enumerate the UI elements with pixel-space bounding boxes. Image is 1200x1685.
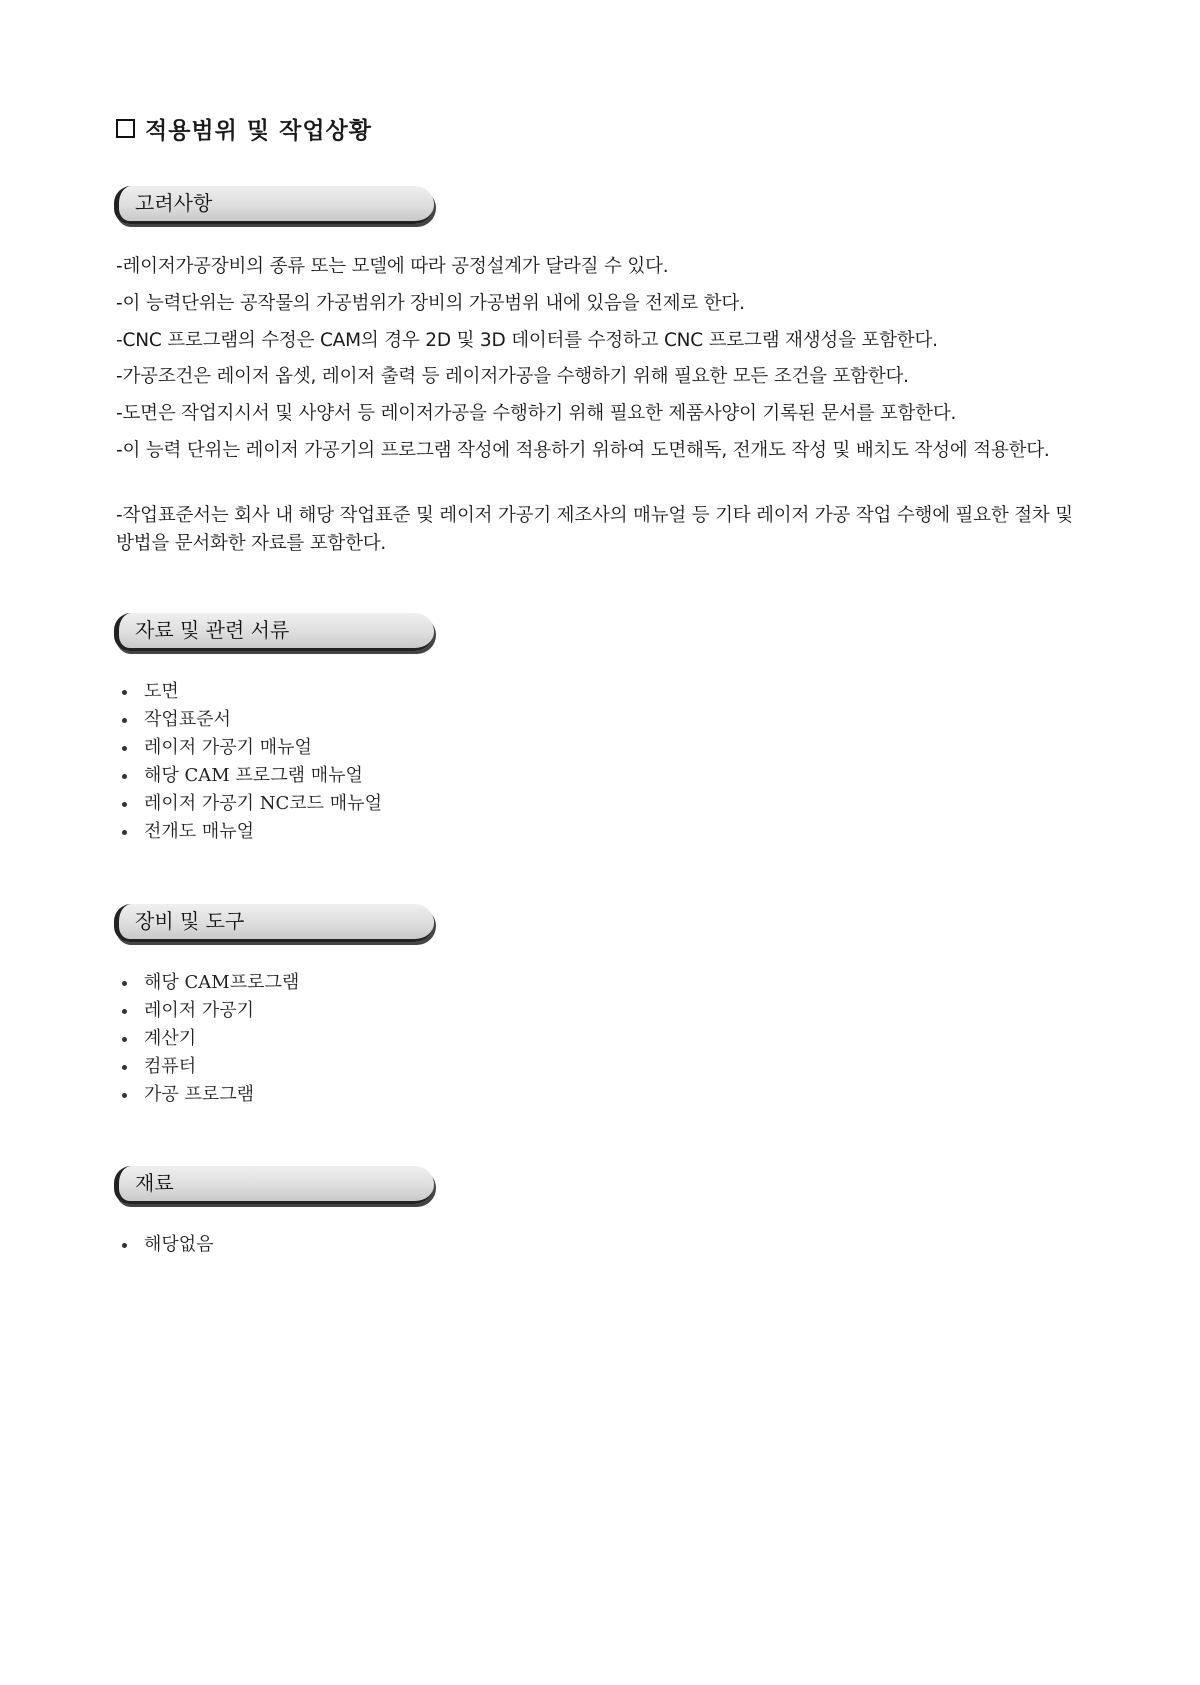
list-item: 레이저 가공기 NC코드 매뉴얼 [120,790,382,818]
consideration-paragraph: -CNC 프로그램의 수정은 CAM의 경우 2D 및 3D 데이터를 수정하고 CNC 프로그램 재생성을 포함한다. [116,330,938,351]
list-item: 해당없음 [120,1231,214,1259]
section-heading-considerations: 고려사항 [114,186,434,224]
equipment-list [120,969,299,1109]
bullet-icon [122,746,127,751]
list-item: 작업표준서 [120,706,382,734]
list-item: 가공 프로그램 [120,1081,299,1109]
consideration-paragraph: -가공조건은 레이저 옵셋, 레이저 출력 등 레이저가공을 수행하기 위해 필요한 모든 조건을 포함한다. [116,366,909,387]
bullet-icon [122,774,127,779]
consideration-paragraph: -도면은 작업지시서 및 사양서 등 레이저가공을 수행하기 위해 필요한 제품사양이 기록된 문서를 포함한다. [116,403,957,424]
consideration-paragraph: -이 능력단위는 공작물의 가공범위가 장비의 가공범위 내에 있음을 전제로 한다. [116,293,745,314]
documents-list [120,678,382,846]
bullet-icon [122,1037,127,1042]
bullet-icon [122,718,127,723]
bullet-icon [122,1065,127,1070]
bullet-icon [122,1009,127,1014]
list-item: 컴퓨터 [120,1053,299,1081]
consideration-paragraph: -레이저가공장비의 종류 또는 모델에 따라 공정설계가 달라질 수 있다. [116,256,669,277]
list-item: 도면 [120,678,382,706]
bullet-icon [122,981,127,986]
materials-list [120,1231,214,1259]
consideration-paragraph: -작업표준서는 회사 내 해당 작업표준 및 레이저 가공기 제조사의 매뉴얼 등 기타 레이저 가공 작업 수행에 필요한 절차 및 방법을 문서화한 자료를 포함한다. [116,505,1073,554]
bullet-icon [122,830,127,835]
section-heading-materials: 재료 [114,1166,434,1204]
bullet-icon [122,1093,127,1098]
list-item: 레이저 가공기 매뉴얼 [120,734,382,762]
consideration-paragraph: -이 능력 단위는 레이저 가공기의 프로그램 작성에 적용하기 위하여 도면해독, 전개도 작성 및 배치도 작성에 적용한다. [116,440,1050,461]
bullet-icon [122,690,127,695]
list-item: 전개도 매뉴얼 [120,818,382,846]
page-title-text: 적용범위 및 작업상황 [145,118,372,144]
list-item: 해당 CAM프로그램 [120,969,299,997]
page-title [116,112,372,145]
bullet-icon [122,802,127,807]
list-item: 레이저 가공기 [120,997,299,1025]
section-heading-equipment-tools: 장비 및 도구 [114,904,434,942]
list-item: 해당 CAM 프로그램 매뉴얼 [120,762,382,790]
section-heading-materials-documents: 자료 및 관련 서류 [114,613,434,651]
bullet-icon [122,1243,127,1248]
checkbox-square-icon [116,119,135,138]
list-item: 계산기 [120,1025,299,1053]
